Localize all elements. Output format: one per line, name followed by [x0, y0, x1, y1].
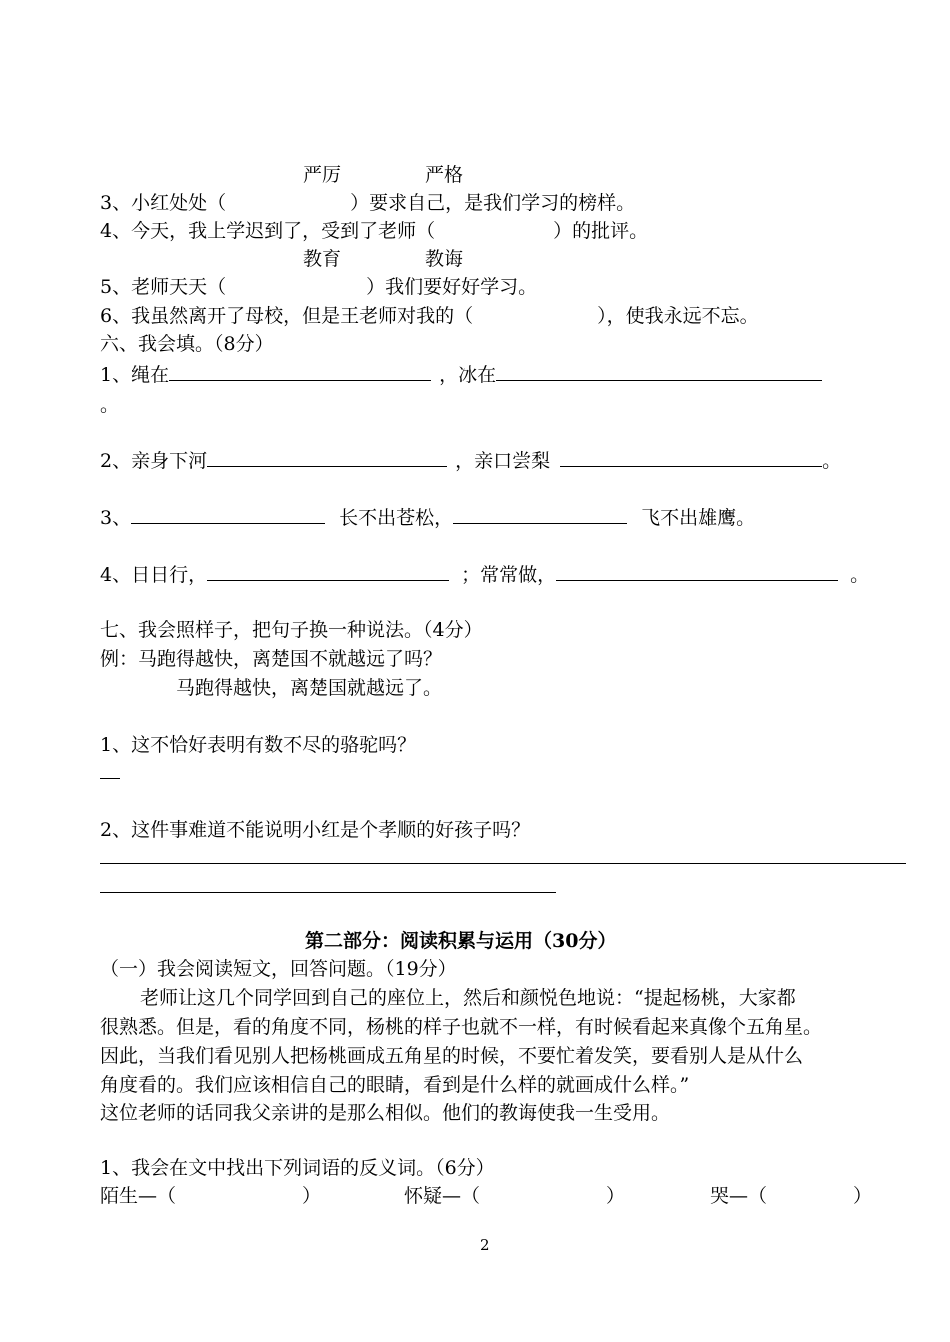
- option-word: 教诲: [425, 248, 464, 270]
- question-s5-q3: 3、小红处处（ ）要求自己，是我们学习的榜样。: [100, 192, 636, 214]
- question-s6-q3: 3、 长不出苍松， 飞不出雄鹰。: [100, 503, 755, 531]
- passage-line: 老师让这几个同学回到自己的座位上，然后和颜悦色地说：“提起杨桃，大家都: [140, 987, 796, 1009]
- passage-line: 很熟悉。但是，看的角度不同，杨桃的样子也就不一样，有时候看起来真像个五角星。: [100, 1016, 823, 1038]
- example-answer: 马跑得越快，离楚国就越远了。: [176, 677, 443, 699]
- question-s7-q1: 1、这不恰好表明有数不尽的骆驼吗？: [100, 734, 417, 756]
- fill-line[interactable]: [560, 446, 822, 467]
- question-s6-q2: 2、亲身下河 ，亲口尝梨 。: [100, 446, 841, 474]
- section-six-title: 六、我会填。（8分）: [100, 333, 274, 355]
- question-s7-q2: 2、这件事难道不能说明小红是个孝顺的好孩子吗？: [100, 819, 531, 841]
- page-number: 2: [480, 1236, 490, 1254]
- question-s5-q6: 6、我虽然离开了母校，但是王老师对我的（ ），使我永远不忘。: [100, 305, 759, 327]
- fill-line[interactable]: [207, 446, 447, 467]
- passage-line: 角度看的。我们应该相信自己的眼睛，看到是什么样的就画成什么样。”: [100, 1074, 690, 1096]
- passage-line: 因此，当我们看见别人把杨桃画成五角星的时候，不要忙着发笑，要看别人是从什么: [100, 1045, 804, 1067]
- fill-line[interactable]: [169, 360, 431, 381]
- answer-line[interactable]: [100, 892, 556, 893]
- question-s6-q4: 4、日日行， ；常常做， 。: [100, 560, 869, 588]
- question-s5-q4: 4、今天，我上学迟到了，受到了老师（ ）的批评。: [100, 220, 649, 242]
- fill-line[interactable]: [207, 560, 449, 581]
- example-sentence: 例：马跑得越快，离楚国不就越远了吗？: [100, 648, 443, 670]
- answer-line[interactable]: [100, 778, 120, 779]
- part-two-title: 第二部分：阅读积累与运用（30分）: [305, 930, 617, 952]
- fill-line[interactable]: [496, 360, 822, 381]
- fill-line[interactable]: [453, 503, 627, 524]
- fill-line[interactable]: [131, 503, 325, 524]
- question-s6-q1: 1、绳在 ，冰在: [100, 360, 822, 388]
- answer-line[interactable]: [100, 863, 906, 864]
- fill-end-mark: 。: [100, 394, 120, 416]
- fill-line[interactable]: [556, 560, 838, 581]
- question-part2-q1: 1、我会在文中找出下列词语的反义词。（6分）: [100, 1157, 495, 1179]
- section-seven-title: 七、我会照样子，把句子换一种说法。（4分）: [100, 619, 483, 641]
- antonym-item: 哭—（ ）: [710, 1185, 873, 1207]
- antonym-item: 怀疑—（ ）: [404, 1185, 626, 1207]
- antonym-item: 陌生—（ ）: [100, 1185, 322, 1207]
- question-s5-q5: 5、老师天天（ ）我们要好好学习。: [100, 276, 538, 298]
- passage-line: 这位老师的话同我父亲讲的是那么相似。他们的教诲使我一生受用。: [100, 1102, 671, 1124]
- option-word: 严格: [425, 164, 464, 186]
- reading-subtitle: （一）我会阅读短文，回答问题。（19分）: [100, 958, 457, 980]
- option-word: 严厉: [303, 164, 342, 186]
- option-word: 教育: [303, 248, 342, 270]
